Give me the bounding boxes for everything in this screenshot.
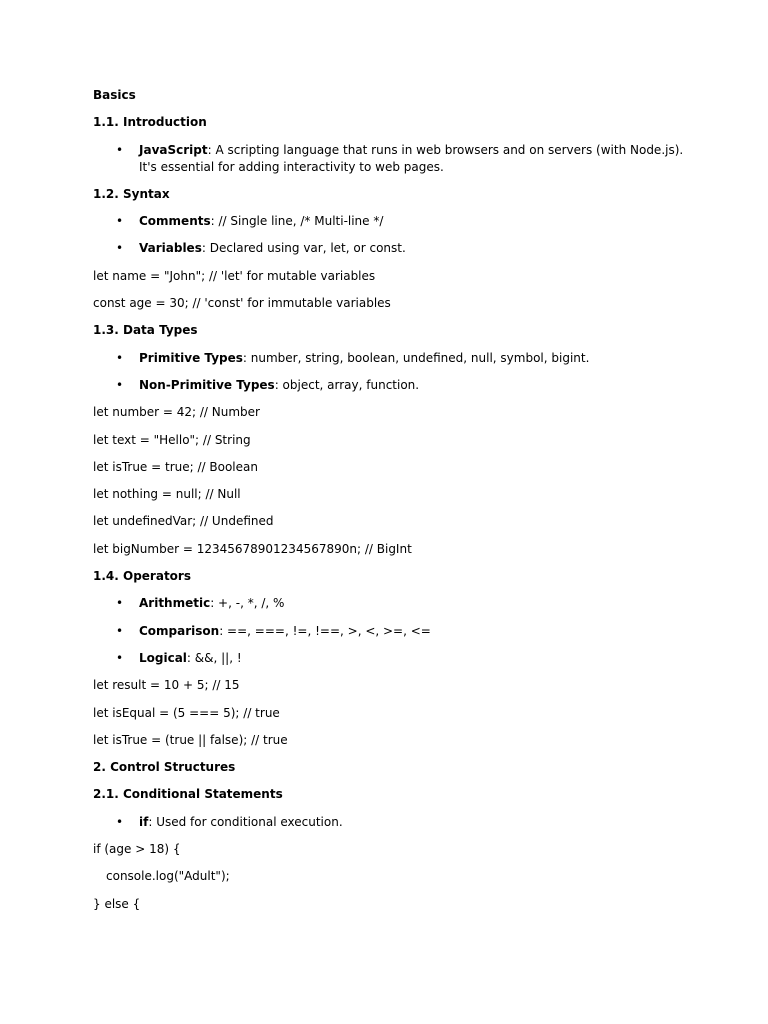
- bullet-text: : ==, ===, !=, !==, >, <, >=, <=: [219, 623, 431, 638]
- bullet-item: [93, 213, 693, 230]
- bullet-icon: •: [116, 650, 124, 665]
- section-heading: 2. Control Structures: [93, 760, 236, 775]
- code-line: let name = "John"; // 'let' for mutable variables: [93, 268, 376, 283]
- code-line: let bigNumber = 12345678901234567890n; // BigInt: [93, 541, 412, 556]
- bullet-text: : Used for conditional execution.: [148, 814, 343, 829]
- code-line: let result = 10 + 5; // 15: [93, 678, 240, 693]
- section-heading: 1.3. Data Types: [93, 323, 198, 338]
- bullet-term: Comments: [139, 214, 211, 229]
- bullet-term: Non-Primitive Types: [139, 377, 275, 392]
- code-line: if (age > 18) {: [93, 842, 181, 857]
- code-line: } else {: [93, 896, 141, 911]
- code-line: console.log("Adult");: [106, 869, 230, 884]
- bullet-item: [93, 814, 693, 831]
- section-heading: 1.2. Syntax: [93, 186, 170, 201]
- bullet-item: [93, 595, 693, 612]
- bullet-icon: •: [116, 214, 124, 229]
- bullet-text: : &&, ||, !: [186, 650, 242, 665]
- code-line: let isTrue = true; // Boolean: [93, 459, 258, 474]
- code-line: let isTrue = (true || false); // true: [93, 732, 288, 747]
- code-line: let text = "Hello"; // String: [93, 432, 251, 447]
- bullet-term: Logical: [139, 650, 187, 665]
- bullet-item: [93, 650, 693, 667]
- bullet-term: if: [139, 814, 149, 829]
- bullet-text: : object, array, function.: [274, 377, 420, 392]
- bullet-icon: •: [116, 350, 124, 365]
- section-heading: 1.4. Operators: [93, 569, 191, 584]
- bullet-icon: •: [116, 241, 124, 256]
- bullet-icon: •: [116, 377, 124, 392]
- code-line: let nothing = null; // Null: [93, 487, 241, 502]
- section-heading: Basics: [93, 88, 136, 102]
- bullet-text: : Declared using var, let, or const.: [201, 241, 406, 256]
- section-heading: 1.1. Introduction: [93, 115, 207, 130]
- bullet-text: : number, string, boolean, undefined, null, symbol, bigint.: [242, 350, 590, 365]
- bullet-text: : // Single line, /* Multi-line */: [210, 214, 384, 229]
- bullet-icon: •: [116, 142, 124, 157]
- bullet-item: [93, 623, 693, 640]
- code-line: let isEqual = (5 === 5); // true: [93, 705, 280, 720]
- bullet-term: Variables: [139, 241, 202, 256]
- document-page: [93, 87, 693, 923]
- bullet-item: [93, 240, 693, 257]
- bullet-term: Arithmetic: [139, 596, 211, 611]
- bullet-icon: •: [116, 623, 124, 638]
- bullet-icon: •: [116, 814, 124, 829]
- bullet-item: [93, 350, 693, 367]
- code-line: const age = 30; // 'const' for immutable variables: [93, 296, 391, 311]
- bullet-text: : A scripting language that runs in web browsers and on servers (with Node.js). It's essential for adding interactivity to web pages.: [139, 142, 688, 174]
- bullet-item: [93, 142, 693, 176]
- bullet-icon: •: [116, 596, 124, 611]
- bullet-term: JavaScript: [139, 142, 208, 157]
- code-line: let number = 42; // Number: [93, 405, 260, 420]
- bullet-item: [93, 377, 693, 394]
- bullet-text: : +, -, *, /, %: [210, 596, 285, 611]
- bullet-term: Primitive Types: [139, 350, 243, 365]
- bullet-term: Comparison: [139, 623, 220, 638]
- section-heading: 2.1. Conditional Statements: [93, 787, 283, 802]
- code-line: let undefinedVar; // Undefined: [93, 514, 274, 529]
